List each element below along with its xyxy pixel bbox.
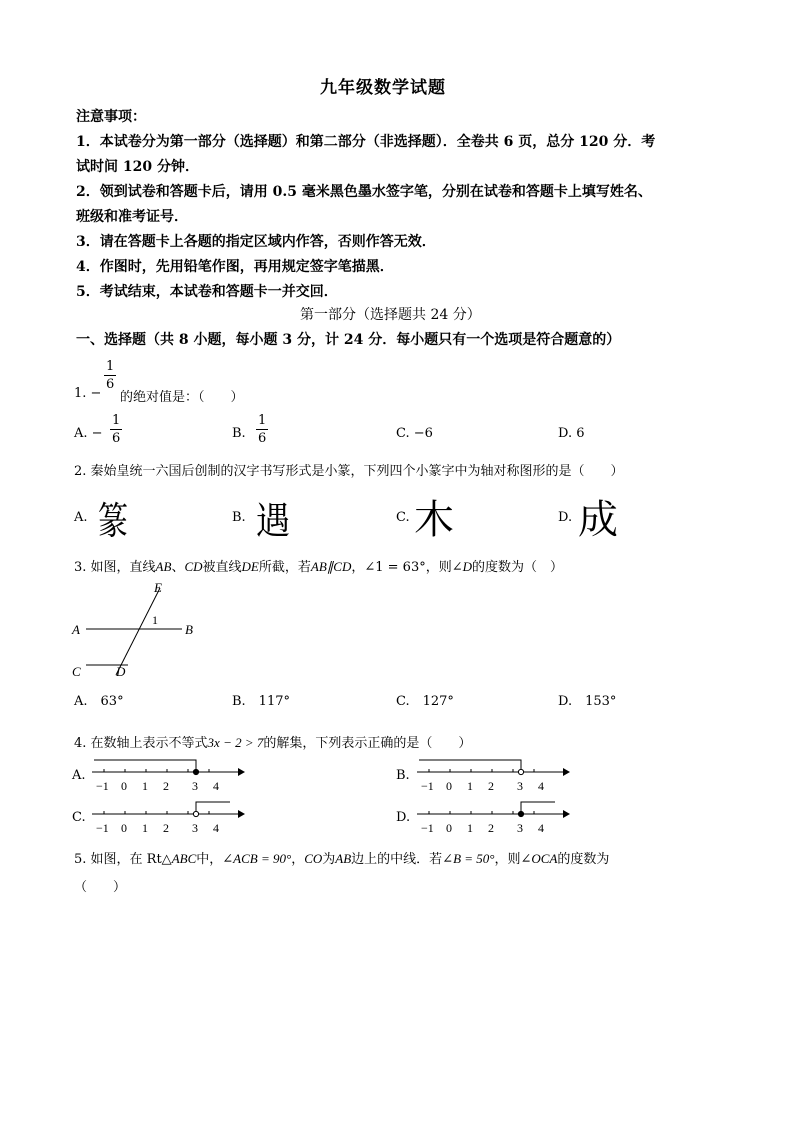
q4-d-tick-label: 0 (446, 821, 452, 835)
q4-number-line-d (415, 800, 570, 838)
q3-angle: ∠1 = 63° (364, 560, 426, 575)
q5-co: CO (304, 851, 323, 866)
question-2-stem: 2. 秦始皇统一六国后创制的汉字书写形式是小篆，下列四个小篆字中为轴对称图形的是（ ） (74, 464, 624, 479)
q2-option-a-label: A. (74, 510, 88, 525)
q3-line-de (116, 588, 160, 675)
q4-a-point (193, 769, 198, 774)
q4-inequality: 3x − 2 > 7 (207, 735, 264, 750)
q4-b-ray (419, 760, 521, 770)
q1-option-b-fraction (256, 414, 268, 445)
q4-a-tick-label: 1 (142, 779, 148, 793)
q2-option-b-glyph: 遇 (255, 499, 291, 543)
q4-c-tick-label: 4 (213, 821, 219, 835)
q2-option-b-label: B. (232, 510, 246, 525)
q3-label-d: D (116, 664, 126, 679)
question-3-stem (74, 556, 563, 575)
notice-item-1-line2: 试时间 120 分钟． (76, 159, 199, 175)
q3-label-angle-1: 1 (152, 613, 158, 627)
q5-stem-part5: 边上的中线．若∠ (351, 852, 454, 867)
q4-c-tick-label: 0 (121, 821, 127, 835)
q3-label-c: C (72, 664, 81, 679)
q5-ab: AB (335, 851, 352, 866)
q2-option-a-glyph: 篆 (97, 499, 129, 543)
q5-acb: ACB = 90° (233, 851, 292, 866)
q4-number-line-c (90, 800, 245, 838)
q4-number-line-b (415, 758, 570, 796)
q1-option-d: D. 6 (558, 426, 585, 441)
q1-option-b-label: B. (232, 426, 246, 441)
q5-b50: B = 50° (453, 851, 495, 866)
q1-b-num: 1 (258, 413, 267, 428)
q3-stem-part1: 3. 如图，直线 (74, 560, 156, 575)
q3-d: D (462, 559, 473, 574)
question-4-stem (74, 732, 471, 751)
q4-option-d-label: D. (396, 810, 411, 825)
q2-option-d-label: D. (558, 510, 573, 525)
q4-option-b-label: B. (396, 768, 410, 783)
q5-stem-part7: 的度数为 (557, 852, 610, 867)
page-title: 九年级数学试题 (320, 78, 446, 98)
section1-heading: 一、选择题（共 8 小题，每小题 3 分，计 24 分．每小题只有一个选项是符合题意的） (76, 332, 621, 348)
q4-b-tick-label: 3 (517, 779, 523, 793)
q1-fraction (104, 360, 116, 391)
q5-stem-part2: 中，∠ (196, 852, 234, 867)
part1-heading: 第一部分（选择题共 24 分） (300, 307, 481, 323)
q4-a-ray (94, 760, 196, 772)
q4-b-tick-label: 2 (488, 779, 494, 793)
q3-stem-part5: 的度数为（ ） (472, 560, 564, 575)
q1-option-c: C. −6 (396, 426, 433, 441)
notice-item-1-line1: 1．本试卷分为第一部分（选择题）和第二部分（非选择题）．全卷共 6 页，总分 120 分．考 (76, 134, 656, 150)
notice-item-2-line2: 班级和准考证号． (76, 209, 188, 225)
q3-sep: 、 (171, 560, 185, 575)
q4-d-tick-label: −1 (421, 821, 434, 835)
q4-c-ray (196, 802, 230, 812)
q4-stem-part1: 4. 在数轴上表示不等式 (74, 736, 208, 751)
q1-denominator: 6 (106, 377, 115, 392)
q4-stem-part2: 的解集，下列表示正确的是（ ） (263, 736, 472, 751)
q3-option-a: A. 63° (74, 694, 124, 709)
q3-label-b: B (185, 622, 193, 637)
q3-option-b: B. 117° (232, 694, 290, 709)
notice-item-5: 5．考试结束，本试卷和答题卡一并交回． (76, 284, 338, 300)
q5-answer-paren: （ ） (74, 880, 127, 895)
q1-option-a-fraction (110, 414, 122, 445)
q4-a-tick-label: 4 (213, 779, 219, 793)
q2-option-d-glyph: 成 (578, 497, 618, 543)
notice-item-2-line1: 2．领到试卷和答题卡后，请用 0.5 毫米黑色墨水签字笔，分别在试卷和答题卡上填写姓名、 (76, 184, 652, 200)
q4-d-tick-label: 3 (517, 821, 523, 835)
q4-d-tick-label: 4 (538, 821, 544, 835)
q2-option-c-glyph: 木 (414, 497, 454, 543)
q4-number-line-a (90, 758, 245, 796)
q3-label-a: A (72, 622, 80, 637)
q4-c-tick-label: 3 (192, 821, 198, 835)
q4-a-tick-label: 2 (163, 779, 169, 793)
q4-d-ray (521, 802, 555, 814)
q4-c-point (193, 811, 198, 816)
q1-a-den: 6 (112, 431, 121, 446)
q3-cd: CD (184, 559, 203, 574)
q5-stem-part4: 为 (322, 852, 336, 867)
q3-condition: AB∥CD (310, 559, 352, 574)
q3-stem-part4: ，则∠ (425, 560, 463, 575)
q4-c-tick-label: −1 (96, 821, 109, 835)
q1-numerator: 1 (106, 359, 115, 374)
q1-a-num: 1 (112, 413, 121, 428)
q4-option-a-label: A. (72, 768, 86, 783)
q5-stem-part6: ，则∠ (494, 852, 532, 867)
q4-b-tick-label: 1 (467, 779, 473, 793)
q4-a-tick-label: −1 (96, 779, 109, 793)
q1-b-den: 6 (258, 431, 267, 446)
q3-option-d: D. 153° (558, 694, 617, 709)
q4-option-c-label: C. (72, 810, 86, 825)
q3-ab: AB (155, 559, 172, 574)
q4-a-tick-label: 0 (121, 779, 127, 793)
q3-stem-part2: 被直线 (202, 560, 242, 575)
q4-d-point (518, 811, 523, 816)
q1-number: 1. − (74, 386, 102, 401)
q2-option-c-label: C. (396, 510, 410, 525)
q5-abc: ABC (171, 851, 197, 866)
q5-stem-part1: 5. 如图，在 Rt△ (74, 852, 172, 867)
q4-c-tick-label: 2 (163, 821, 169, 835)
q4-a-tick-label: 3 (192, 779, 198, 793)
q4-d-tick-label: 2 (488, 821, 494, 835)
q3-de: DE (241, 559, 259, 574)
q3-figure (70, 576, 210, 680)
q3-label-e: E (154, 580, 162, 595)
notice-item-4: 4．作图时，先用铅笔作图，再用规定签字笔描黑． (76, 259, 394, 275)
q4-b-point (518, 769, 523, 774)
notice-heading: 注意事项： (76, 109, 146, 125)
q1-option-a-label: A. − (74, 426, 103, 441)
q4-b-tick-label: 0 (446, 779, 452, 793)
q4-b-tick-label: 4 (538, 779, 544, 793)
q3-comma: ， (351, 560, 365, 575)
q5-oca: OCA (531, 851, 558, 866)
notice-item-3: 3．请在答题卡上各题的指定区域内作答，否则作答无效． (76, 234, 436, 250)
q1-stem: 的绝对值是：（ ） (120, 390, 244, 405)
q4-b-tick-label: −1 (421, 779, 434, 793)
q4-c-tick-label: 1 (142, 821, 148, 835)
q5-stem-part3: ， (291, 852, 305, 867)
q4-d-tick-label: 1 (467, 821, 473, 835)
q3-stem-part3: 所截，若 (258, 560, 311, 575)
q3-option-c: C. 127° (396, 694, 454, 709)
question-5-stem (74, 848, 609, 867)
